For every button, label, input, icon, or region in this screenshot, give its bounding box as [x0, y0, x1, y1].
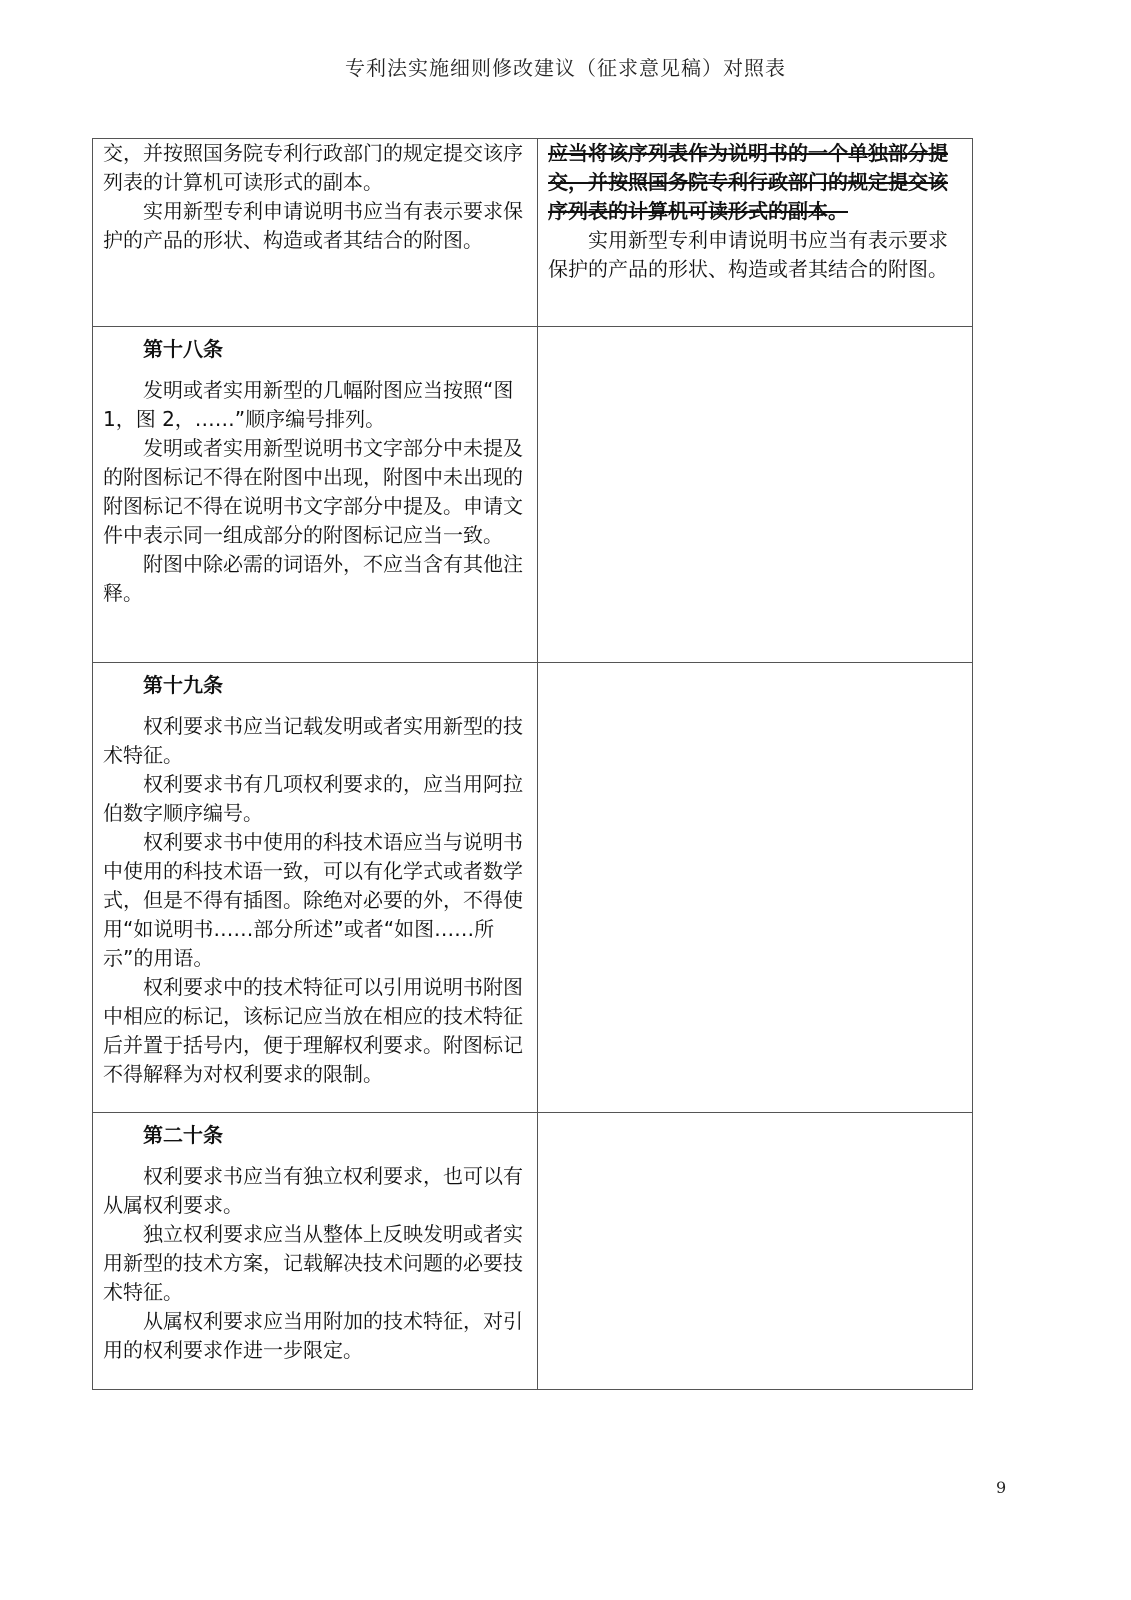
right-cell [538, 1113, 973, 1390]
paragraph: 权利要求书中使用的科技术语应当与说明书中使用的科技术语一致，可以有化学式或者数学式，但是不得有插图。除绝对必要的外，不得使用“如说明书……部分所述”或者“如图……所示”的用语。 [103, 830, 523, 970]
paragraph: 权利要求书应当有独立权利要求，也可以有从属权利要求。 [103, 1164, 523, 1217]
paragraph: 实用新型专利申请说明书应当有表示要求保护的产品的形状、构造或者其结合的附图。 [548, 228, 948, 281]
left-cell [93, 1113, 538, 1390]
right-cell [538, 327, 973, 663]
right-cell [538, 663, 973, 1113]
paragraph: 权利要求书有几项权利要求的，应当用阿拉伯数字顺序编号。 [103, 772, 523, 825]
paragraph: 权利要求中的技术特征可以引用说明书附图中相应的标记，该标记应当放在相应的技术特征后并置于括号内，便于理解权利要求。附图标记不得解释为对权利要求的限制。 [103, 975, 523, 1086]
deleted-text: 应当将该序列表作为说明书的一个单独部分提交，并按照国务院专利行政部门的规定提交该序列表的计算机可读形式的副本。 [548, 141, 948, 223]
table-row [93, 1113, 973, 1390]
left-cell [93, 663, 538, 1113]
left-cell [93, 327, 538, 663]
paragraph: 从属权利要求应当用附加的技术特征，对引用的权利要求作进一步限定。 [103, 1309, 523, 1362]
table-row [93, 327, 973, 663]
page-header-title: 专利法实施细则修改建议（征求意见稿）对照表 [345, 56, 786, 80]
article-title: 第十八条 [143, 337, 223, 361]
paragraph: 附图中除必需的词语外，不应当含有其他注释。 [103, 552, 523, 605]
paragraph: 实用新型专利申请说明书应当有表示要求保护的产品的形状、构造或者其结合的附图。 [103, 199, 523, 252]
left-cell [93, 139, 538, 327]
paragraph: 权利要求书应当记载发明或者实用新型的技术特征。 [103, 714, 523, 767]
article-title: 第二十条 [143, 1123, 223, 1147]
paragraph: 独立权利要求应当从整体上反映发明或者实用新型的技术方案，记载解决技术问题的必要技术特征。 [103, 1222, 523, 1304]
page-number: 9 [996, 1478, 1007, 1497]
right-cell [538, 139, 973, 327]
paragraph: 发明或者实用新型的几幅附图应当按照“图 1，图 2，……”顺序编号排列。 [103, 378, 514, 431]
paragraph: 发明或者实用新型说明书文字部分中未提及的附图标记不得在附图中出现，附图中未出现的附图标记不得在说明书文字部分中提及。申请文件中表示同一组成部分的附图标记应当一致。 [103, 436, 523, 547]
table-row [93, 663, 973, 1113]
article-title: 第十九条 [143, 673, 223, 697]
table-row [93, 139, 973, 327]
comparison-table [92, 138, 973, 1390]
paragraph: 交，并按照国务院专利行政部门的规定提交该序列表的计算机可读形式的副本。 [103, 141, 523, 194]
